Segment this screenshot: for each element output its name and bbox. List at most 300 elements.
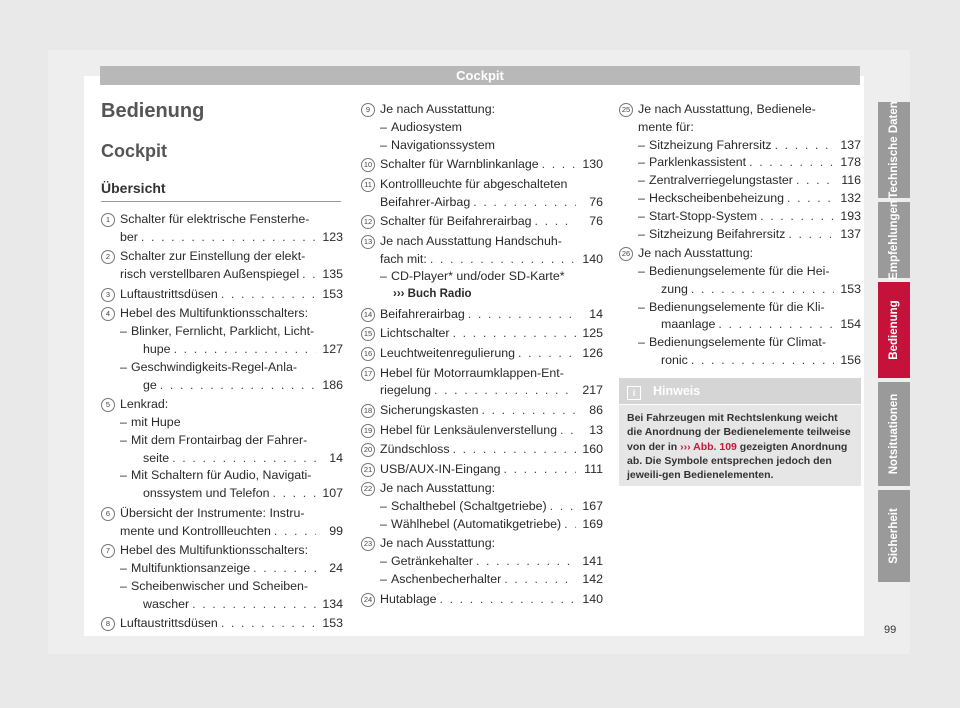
toc-line [380,194,603,212]
toc-line [380,119,603,137]
chapter-tab-label: Technische Daten [888,101,900,199]
toc-line [120,450,343,468]
item-number-badge: 23 [361,537,375,551]
toc-line [120,542,343,560]
toc-line [380,553,603,571]
toc-line [120,467,343,485]
toc-line-text: Je nach Ausstattung: [380,102,496,116]
toc-line [638,352,861,370]
item-number-badge: 14 [361,308,375,322]
chapter-tab[interactable] [878,202,910,278]
toc-line [120,305,343,323]
leader-dots [221,286,316,304]
section-header: Cockpit [100,66,860,85]
toc-entry [361,233,603,304]
chapter-tab-label: Bedienung [888,300,900,360]
toc-line [120,414,343,432]
item-number-badge: 9 [361,103,375,117]
toc-line-text: ber [120,229,138,244]
toc-line [380,461,603,479]
page-reference[interactable]: 140 [582,591,603,606]
page-reference[interactable]: 154 [840,317,861,332]
toc-line [638,208,861,226]
toc-line [120,485,343,503]
toc-entry [361,365,603,401]
leader-dots [504,461,576,479]
leader-dots [141,229,316,247]
toc-line [380,325,603,343]
dash-marker: – [380,119,387,134]
leader-dots [796,172,834,190]
dash-marker: – [638,137,645,152]
toc-line [380,176,603,194]
leader-dots [550,498,576,516]
item-number-badge: 18 [361,404,375,418]
toc-line [638,281,861,299]
toc-line-text: Bedienungselemente für die Hei- [649,263,830,278]
dash-marker: – [380,137,387,152]
note-text-after: gezeigten Anordnung ab. Die Symbole entsprechen jedoch den jeweili-gen Bedienelementen. [627,440,848,482]
item-number-badge: 7 [101,544,115,558]
dash-marker: – [380,499,387,514]
toc-line [380,402,603,420]
chapter-tab[interactable] [878,382,910,486]
page-reference[interactable]: 76 [589,214,603,229]
toc-line [380,213,603,231]
toc-line-text: Hebel für Lenksäulenverstellung [380,422,558,437]
leader-dots [453,325,576,343]
toc-line [380,156,603,174]
toc-line [380,535,603,553]
toc-line-text: Sitzheizung Fahrersitz [649,137,772,152]
page-reference[interactable]: 193 [840,208,861,223]
toc-line [380,571,603,589]
toc-line-text: Luftaustrittsdüsen [120,286,218,301]
dash-marker: – [638,335,645,350]
toc-line-text: zung [661,281,688,296]
chapter-tab-label: Empfehlungen [888,200,900,280]
toc-line [638,154,861,172]
page-reference[interactable]: 156 [840,352,861,367]
toc-line [638,190,861,208]
toc-line [380,365,603,383]
toc-line-text: Sicherungskasten [380,402,479,417]
page-reference[interactable]: 125 [582,326,603,341]
toc-line [380,345,603,363]
subsection-rule [101,201,341,202]
toc-line [120,211,343,229]
toc-line-text: Schalter für Warnblinkanlage [380,157,539,172]
toc-entry [101,396,343,503]
toc-line-text: Mit Schaltern für Audio, Navigati- [131,468,312,483]
toc-line [380,441,603,459]
chapter-tab[interactable] [878,490,910,582]
page-reference[interactable]: 86 [589,402,603,417]
toc-line-text: USB/AUX-IN-Eingang [380,461,501,476]
page-reference[interactable]: 134 [322,596,343,611]
toc-line [120,286,343,304]
toc-line-text: fach mit: [380,251,427,266]
leader-dots [430,251,576,269]
page-reference[interactable]: 160 [582,442,603,457]
leader-dots [518,345,576,363]
chapter-tab[interactable] [878,102,910,198]
toc-line [120,359,343,377]
page-reference[interactable]: 137 [840,137,861,152]
item-number-badge: 8 [101,617,115,631]
page-reference[interactable]: 126 [582,345,603,360]
toc-column-3 [619,101,861,372]
toc-line-text: Schalthebel (Schaltgetriebe) [391,499,547,514]
item-number-badge: 12 [361,215,375,229]
toc-line-text: Schalter für elektrische Fensterhe- [120,212,310,226]
toc-line-text: Hebel des Multifunktionsschalters: [120,543,309,558]
toc-line [120,560,343,578]
toc-line [380,101,603,119]
item-number-badge: 10 [361,158,375,172]
item-number-badge: 4 [101,307,115,321]
toc-line [120,248,343,266]
leader-dots [476,553,576,571]
toc-line [638,334,861,352]
toc-entry [101,615,343,633]
toc-line [120,229,343,247]
toc-line-text: Luftaustrittsdüsen [120,616,218,631]
note-title: Hinweis [653,384,701,398]
item-number-badge: 13 [361,235,375,249]
page-reference[interactable]: 107 [322,486,343,501]
toc-line [380,382,603,400]
toc-line-text: onssystem und Telefon [143,486,270,501]
leader-dots [564,516,576,534]
item-number-badge: 5 [101,398,115,412]
page-reference[interactable]: 141 [582,554,603,569]
item-number-badge: 15 [361,327,375,341]
toc-line [380,137,603,155]
toc-line-text: Je nach Ausstattung Handschuh- [380,233,562,248]
toc-line-text: Je nach Ausstattung, Bedienele- [638,102,816,116]
page-reference[interactable]: 142 [582,572,603,587]
toc-entry [361,461,603,479]
toc-line-text: Je nach Ausstattung: [380,536,496,551]
dash-marker: – [120,414,127,429]
toc-line [638,263,861,281]
toc-line [380,498,603,516]
toc-line [638,119,861,137]
page-reference[interactable]: 153 [322,286,343,301]
toc-line-text: Schalter zur Einstellung der elekt- [120,249,306,264]
dash-marker: – [380,269,387,284]
leader-dots [749,154,834,172]
toc-line-text: Zündschloss [380,442,450,457]
leader-dots [482,402,577,420]
item-number-badge: 17 [361,367,375,381]
page-reference[interactable]: 153 [322,616,343,631]
leader-dots [253,560,316,578]
chapter-tab-label: Notsituationen [888,393,900,475]
leader-dots [453,441,576,459]
toc-entry [361,402,603,420]
toc-entry [361,345,603,363]
leader-dots [760,208,834,226]
toc-line-text: mit Hupe [131,414,181,429]
item-number-badge: 26 [619,247,633,261]
toc-line-text: Getränkehalter [391,554,473,569]
toc-line-text: maanlage [661,317,716,332]
toc-line [120,266,343,284]
subsection-title: Übersicht [101,180,166,196]
toc-line [120,432,343,450]
toc-line [638,226,861,244]
toc-line-text: Leuchtweitenregulierung [380,345,516,360]
leader-dots [192,596,316,614]
toc-line-text: Multifunktionsanzeige [131,560,251,575]
toc-entry [361,176,603,212]
item-number-badge: 1 [101,213,115,227]
toc-line [380,306,603,324]
toc-line [638,316,861,334]
leader-dots [542,156,576,174]
leader-dots [788,226,834,244]
note-text [619,405,861,488]
toc-entry [361,101,603,154]
toc-entry [361,156,603,174]
info-icon: i [627,386,641,400]
toc-line-text: Übersicht der Instrumente: Instru- [120,505,305,520]
toc-line [380,422,603,440]
toc-line-text: ronic [661,352,688,367]
toc-line [380,233,603,251]
item-number-badge: 2 [101,250,115,264]
page-reference[interactable]: 217 [582,383,603,398]
dash-marker: – [120,560,127,575]
chapter-title: Bedienung [101,100,205,122]
toc-line [380,268,603,286]
toc-line-text: wascher [143,596,190,611]
toc-entry [361,306,603,324]
toc-line [380,480,603,498]
toc-line-text: Bedienungselemente für die Kli- [649,299,825,314]
toc-entry [101,542,343,613]
toc-line-text: mente und Kontrollleuchten [120,523,271,538]
toc-entry [361,480,603,533]
toc-line-text: Lichtschalter [380,326,450,341]
page-reference[interactable]: 14 [329,450,343,465]
figure-link[interactable]: ››› Abb. 109 [680,440,737,453]
chapter-tab-label: Sicherheit [888,508,900,564]
toc-line-text: Je nach Ausstattung: [638,246,754,261]
toc-entry [101,211,343,247]
toc-line-text: Bedienungselemente für Climat- [649,335,827,350]
toc-line-text: Beifahrer-Airbag [380,194,471,209]
page-reference[interactable]: 99 [329,523,343,538]
toc-line-text: Hebel des Multifunktionsschalters: [120,306,309,321]
toc-line-text: Aschenbecherhalter [391,572,502,587]
page-reference[interactable]: 140 [582,251,603,266]
toc-entry [361,591,603,609]
page-reference[interactable]: 186 [322,377,343,392]
item-number-badge: 3 [101,288,115,302]
page-reference[interactable]: 153 [840,281,861,296]
dash-marker: – [638,208,645,223]
page-reference[interactable]: 13 [589,422,603,437]
page-reference[interactable]: 169 [582,516,603,531]
item-number-badge: 16 [361,347,375,361]
dash-marker: – [638,173,645,188]
leader-dots [560,422,576,440]
toc-line-text: ge [143,377,157,392]
leader-dots [302,266,316,284]
toc-entry [361,325,603,343]
toc-line-text: Hebel für Motorraumklappen-Ent- [380,365,564,380]
toc-line-text: Heckscheibenbeheizung [649,190,785,205]
note-text-before: Bei Fahrzeugen mit Rechtslenkung weicht die Anordnung der Bedienelemente teilweise von der in [627,412,851,453]
dash-marker: – [638,263,645,278]
leader-dots [691,352,834,370]
toc-line [120,596,343,614]
toc-line-text: Geschwindigkeits-Regel-Anla- [131,359,297,374]
toc-line [120,615,343,633]
item-number-badge: 11 [361,178,375,192]
toc-line [638,137,861,155]
item-number-badge: 20 [361,443,375,457]
toc-line-text: Je nach Ausstattung: [380,481,496,496]
toc-line-text: Wählhebel (Automatikgetriebe) [391,516,562,531]
leader-dots [274,523,316,541]
leader-dots [504,571,576,589]
toc-entry [361,213,603,231]
page-reference[interactable]: 111 [584,461,603,476]
page-reference[interactable]: 137 [840,226,861,241]
toc-line-text: Sitzheizung Beifahrersitz [649,226,786,241]
leader-dots [273,485,316,503]
toc-line [120,505,343,523]
toc-line-text: seite [143,450,170,465]
toc-line-text: Parklenkassistent [649,155,747,170]
note-header [619,378,861,405]
toc-line-text: mente für: [638,119,694,134]
toc-entry [619,101,861,243]
item-number-badge: 22 [361,482,375,496]
toc-line-text: hupe [143,341,171,356]
item-number-badge: 24 [361,593,375,607]
toc-entry [101,286,343,304]
section-title: Cockpit [101,141,168,161]
leader-dots [775,137,834,155]
leader-dots [535,213,576,231]
toc-line-text: Start-Stopp-System [649,208,758,223]
dash-marker: – [380,516,387,531]
leader-dots [174,341,316,359]
toc-line-text: Beifahrerairbag [380,306,465,321]
toc-line [120,396,343,414]
toc-line-text: Navigationssystem [391,137,495,152]
toc-line-text: Lenkrad: [120,397,169,412]
toc-line [120,341,343,359]
dash-marker: – [120,468,127,483]
toc-entry [361,422,603,440]
toc-line-text: Scheibenwischer und Scheiben- [131,578,309,593]
toc-line-text: Zentralverriegelungstaster [649,173,793,188]
toc-line-text: Mit dem Frontairbag der Fahrer- [131,432,308,447]
page-reference[interactable]: 14 [589,306,603,321]
leader-dots [473,194,576,212]
leader-dots [787,190,834,208]
page-reference[interactable]: 76 [589,194,603,209]
toc-line-text: riegelung [380,383,431,398]
page-number: 99 [884,624,897,636]
toc-line [120,323,343,341]
toc-entry [101,305,343,394]
leader-dots [172,450,316,468]
page-reference[interactable]: 135 [322,267,343,282]
dash-marker: – [380,572,387,587]
toc-line-text: Kontrollleuchte für abgeschalteten [380,176,568,191]
cross-reference-link[interactable] [380,286,603,304]
page-reference[interactable]: 130 [582,157,603,172]
chapter-tab[interactable] [878,282,910,378]
toc-line-text: Blinker, Fernlicht, Parklicht, Licht- [131,324,315,339]
toc-entry [101,505,343,541]
page-reference[interactable]: 167 [582,499,603,514]
toc-column-2 [361,101,603,610]
page-reference[interactable]: 123 [322,229,343,244]
toc-line-text: Audiosystem [391,119,462,134]
leader-dots [434,382,576,400]
item-number-badge: 6 [101,507,115,521]
page-reference[interactable]: 127 [322,341,343,356]
toc-entry [619,245,861,370]
toc-line [380,251,603,269]
item-number-badge: 25 [619,103,633,117]
toc-line-text: Schalter für Beifahrerairbag [380,214,532,229]
leader-dots [160,377,316,395]
dash-marker: – [120,359,127,374]
toc-line [380,591,603,609]
dash-marker: – [120,578,127,593]
item-number-badge: 19 [361,424,375,438]
dash-marker: – [638,226,645,241]
toc-line [120,578,343,596]
toc-line [120,377,343,395]
leader-dots [691,281,834,299]
toc-line [638,245,861,263]
leader-dots [718,316,834,334]
page-reference[interactable]: 24 [329,560,343,575]
note-box [619,378,861,486]
page-reference[interactable]: 132 [840,190,861,205]
toc-entry [361,535,603,588]
dash-marker: – [380,554,387,569]
leader-dots [221,615,316,633]
toc-line [638,101,861,119]
dash-marker: – [638,299,645,314]
toc-line [638,172,861,190]
toc-line [638,299,861,317]
toc-line-text: ››› Buch Radio [393,288,472,301]
toc-line-text: CD-Player* und/oder SD-Karte* [391,269,565,284]
toc-line-text: risch verstellbaren Außenspiegel [120,267,300,282]
toc-entry [101,248,343,284]
dash-marker: – [638,190,645,205]
page-reference[interactable]: 178 [840,155,861,170]
toc-line-text: Hutablage [380,591,437,606]
leader-dots [440,591,577,609]
toc-line [380,516,603,534]
dash-marker: – [120,432,127,447]
page-reference[interactable]: 116 [841,173,861,188]
toc-line [120,523,343,541]
